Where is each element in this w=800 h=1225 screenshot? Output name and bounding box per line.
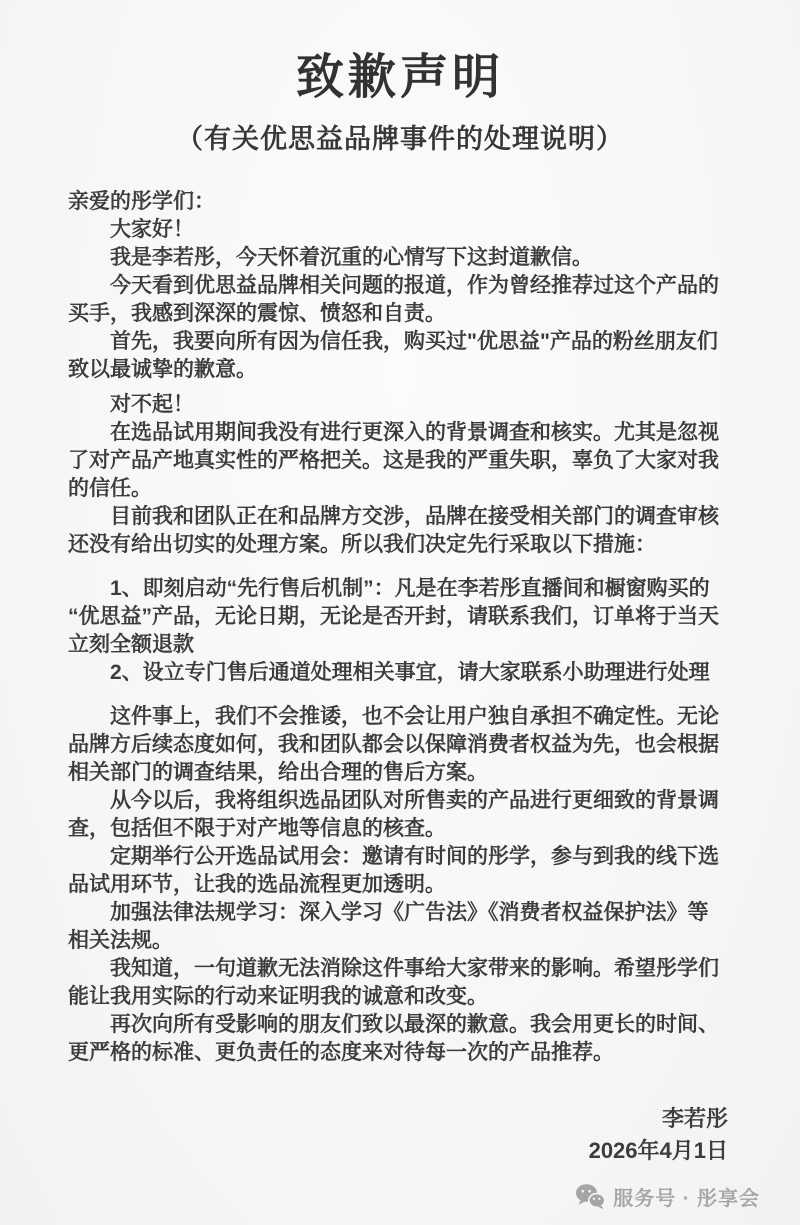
paragraph: 从今以后，我将组织选品团队对所售卖的产品进行更细致的背景调查，包括但不限于对产地等信息的核查。	[68, 789, 719, 840]
paragraph: 对不起！	[110, 393, 194, 416]
document-subtitle: （有关优思益品牌事件的处理说明）	[176, 124, 624, 154]
footer-account-label: 服务号 · 彤享会	[613, 1188, 760, 1210]
paragraph: 我是李若彤，今天怀着沉重的心情写下这封道歉信。	[110, 246, 593, 269]
paragraph: 2、设立专门售后通道处理相关事宜，请大家联系小助理进行处理	[110, 661, 710, 684]
letter-body	[0, 188, 800, 1167]
paragraph: 再次向所有受影响的朋友们致以最深的歉意。我会用更长的时间、更严格的标准、更负责任的态度来对待每一次的产品推荐。	[68, 1013, 719, 1064]
wechat-icon	[575, 1183, 606, 1210]
signature-name: 李若彤	[661, 1106, 728, 1131]
salutation: 亲爱的彤学们：	[68, 190, 215, 213]
paragraph: 加强法律法规学习：深入学习《广告法》《消费者权益保护法》等相关法规。	[68, 901, 709, 952]
paragraph: 1、即刻启动“先行售后机制”：凡是在李若彤直播间和橱窗购买的“优思益”产品，无论日期，无论是否开封，请联系我们，订单将于当天立刻全额退款	[68, 577, 719, 656]
footer	[575, 1182, 760, 1211]
signature-block	[68, 1103, 728, 1167]
signature-date: 2026年4月1日	[588, 1138, 728, 1163]
paragraph: 今天看到优思益品牌相关问题的报道，作为曾经推荐过这个产品的买手，我感到深深的震惊、愤怒和自责。	[68, 274, 719, 325]
paragraph-list	[68, 216, 728, 1067]
paragraph: 首先，我要向所有因为信任我，购买过"优思益"产品的粉丝朋友们致以最诚挚的歉意。	[68, 330, 718, 381]
document-title: 致歉声明	[295, 51, 504, 104]
paragraph: 目前我和团队正在和品牌方交涉，品牌在接受相关部门的调查审核还没有给出切实的处理方案。所以我们决定先行采取以下措施：	[68, 505, 719, 556]
paragraph: 这件事上，我们不会推诿，也不会让用户独自承担不确定性。无论品牌方后续态度如何，我和团队都会以保障消费者权益为先，也会根据相关部门的调查结果，给出合理的售后方案。	[68, 705, 719, 784]
paragraph: 在选品试用期间我没有进行更深入的背景调查和核实。尤其是忽视了对产品产地真实性的严格把关。这是我的严重失职，辜负了大家对我的信任。	[68, 421, 719, 500]
paragraph: 定期举行公开选品试用会：邀请有时间的彤学，参与到我的线下选品试用环节，让我的选品流程更加透明。	[68, 845, 719, 896]
paragraph: 我知道，一句道歉无法消除这件事给大家带来的影响。希望彤学们能让我用实际的行动来证明我的诚意和改变。	[68, 957, 719, 1008]
paragraph: 大家好！	[110, 218, 194, 241]
